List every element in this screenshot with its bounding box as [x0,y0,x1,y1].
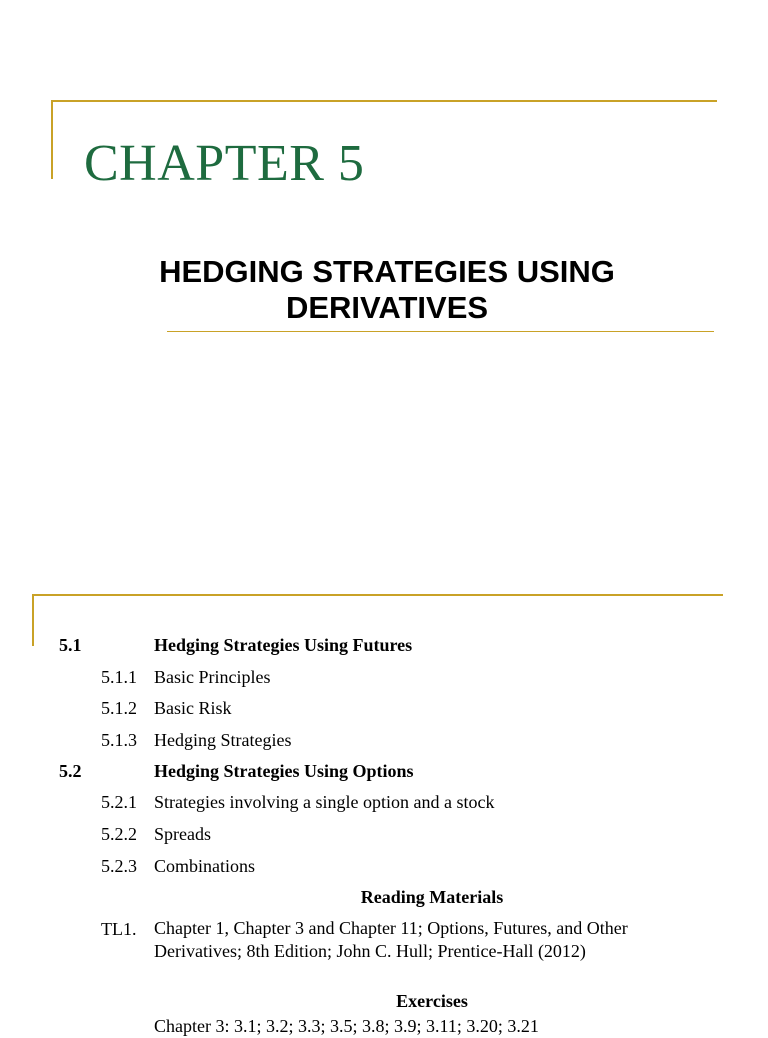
subtitle-underline [167,331,714,332]
chapter-subtitle-line-1: HEDGING STRATEGIES USING [159,254,615,289]
exercises-text: Chapter 3: 3.1; 3.2; 3.3; 3.5; 3.8; 3.9; 3.11; 3.20; 3.21 [154,1016,539,1036]
reading-text: Chapter 1, Chapter 3 and Chapter 11; Options, Futures, and Other Derivatives; 8th Edition; John C. Hull; Prentice-Hall (2012) [154,918,628,961]
reading-number: TL1. [101,919,137,939]
contents-left-rule [32,594,34,646]
toc-number: 5.1.1 [101,667,137,687]
chapter-subtitle-line-2: DERIVATIVES [285,290,489,325]
toc-number: 5.1.2 [101,698,137,718]
toc-number: 5.2.2 [101,824,137,844]
title-left-rule [51,100,53,179]
reading-materials-heading: Reading Materials [360,887,504,907]
toc-label: Hedging Strategies Using Options [154,761,414,781]
toc-number: 5.2.3 [101,856,137,876]
exercises-heading: Exercises [396,991,468,1011]
toc-label: Combinations [154,856,256,876]
toc-number: 5.1 [59,635,82,655]
title-top-rule [51,100,717,102]
toc-label: Strategies involving a single option and a stock [154,792,495,812]
toc-label: Spreads [154,824,211,844]
contents-top-rule [32,594,723,596]
chapter-subtitle [0,254,768,326]
toc-label: Basic Principles [154,667,271,687]
toc-number: 5.1.3 [101,730,137,750]
chapter-title: CHAPTER 5 [84,135,365,192]
toc-number: 5.2 [59,761,82,781]
toc-label: Hedging Strategies [154,730,292,750]
toc-label: Basic Risk [154,698,232,718]
toc-number: 5.2.1 [101,792,137,812]
toc-label: Hedging Strategies Using Futures [154,635,413,655]
